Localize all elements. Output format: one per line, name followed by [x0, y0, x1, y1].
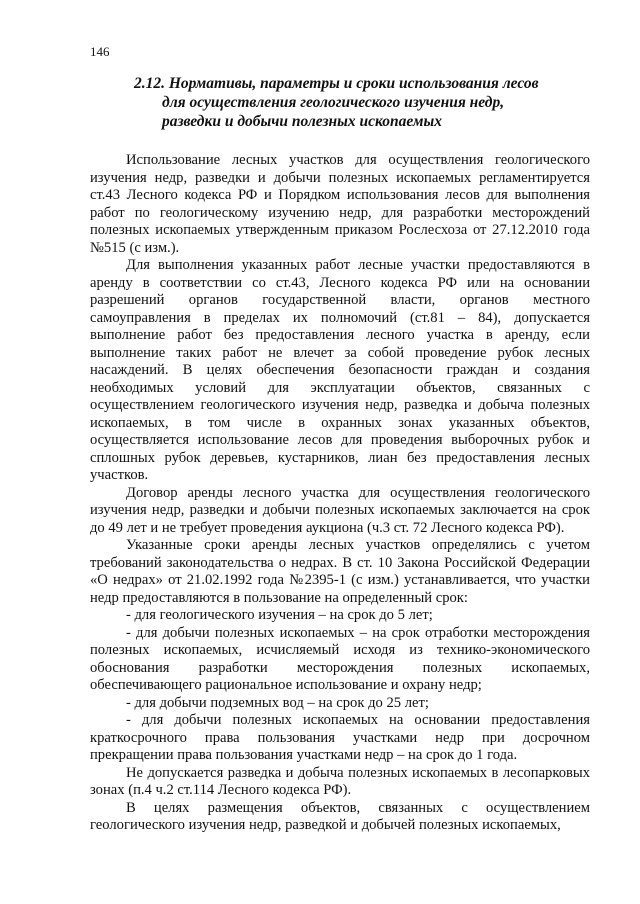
section-heading-line: для осуществления геологического изучения недр,	[162, 94, 505, 111]
list-item-mineral-extraction: - для добычи полезных ископаемых – на срок отработки месторождения полезных ископаемых, исчисляемый исходя из технико-экономического обоснования разработки месторождения полезных ископаемых, обеспечивающего рациональное использование и охрану недр;	[90, 624, 590, 693]
paragraph-lease-term: Договор аренды лесного участка для осуществления геологического изучения недр, разведки и добычи полезных ископаемых заключается на срок до 49 лет и не требует проведения аукциона (ч.3 ст. 72 Лесного кодекса РФ).	[90, 484, 590, 536]
body-text	[90, 152, 590, 835]
section-heading	[134, 74, 554, 131]
list-item-groundwater: - для добычи подземных вод – на срок до 25 лет;	[126, 694, 429, 711]
paragraph-legal-basis: Использование лесных участков для осуществления геологического изучения недр, разведки и добычи полезных ископаемых регламентируется ст.43 Лесного кодекса РФ и Порядком использования лесов для выполнения работ по геологическому изучению недр, для разработки месторождений полезных ископаемых утвержденным приказом Рослесхоза от 27.12.2010 года №515 (с изм.).	[90, 152, 590, 256]
page-number: 146	[90, 44, 110, 59]
list-item-geological-study: - для геологического изучения – на срок до 5 лет;	[126, 607, 433, 623]
paragraph-forest-park-ban: Не допускается разведка и добыча полезных ископаемых в лесопарковых зонах (п.4 ч.2 ст.114 Лесного кодекса РФ).	[90, 764, 590, 798]
list-item-short-term-right: - для добычи полезных ископаемых на основании предоставления краткосрочного права пользования участками недр при досрочном прекращении права пользования участками недр – на срок до 1 года.	[90, 712, 590, 763]
paragraph-placement-of-objects: В целях размещения объектов, связанных с осуществлением геологического изучения недр, разведкой и добычей полезных ископаемых,	[90, 799, 590, 833]
section-heading-line: 2.12. Нормативы, параметры и сроки использования лесов	[134, 75, 539, 92]
section-heading-line: разведки и добычи полезных ископаемых	[162, 113, 443, 130]
paragraph-subsoil-law: Указанные сроки аренды лесных участков определялись с учетом требований законодательства о недрах. В ст. 10 Закона Российской Федерации «О недрах» от 21.02.1992 года №2395-1 (с изм.) устанавливается, что участки недр предоставляются в пользование на определенный срок:	[90, 537, 590, 606]
paragraph-lease-conditions: Для выполнения указанных работ лесные участки предоставляются в аренду в соответствии со ст.43, Лесного кодекса РФ или на основании разрешений органов государственной власти, органов местного самоуправления в пределах их полномочий (ст.81 – 84), допускается выполнение работ без предоставления лесного участка в аренду, если выполнение таких работ не влечет за собой проведение рубок лесных насаждений. В целях обеспечения безопасности граждан и создания необходимых условий для эксплуатации объектов, связанных с осуществлением геологического изучения недр, разведка и добыча полезных ископаемых, в том числе в охранных зонах указанных объектов, осуществляется использование лесов для проведения выборочных рубок и сплошных рубок деревьев, кустарников, лиан без предоставления лесных участков.	[90, 257, 590, 483]
